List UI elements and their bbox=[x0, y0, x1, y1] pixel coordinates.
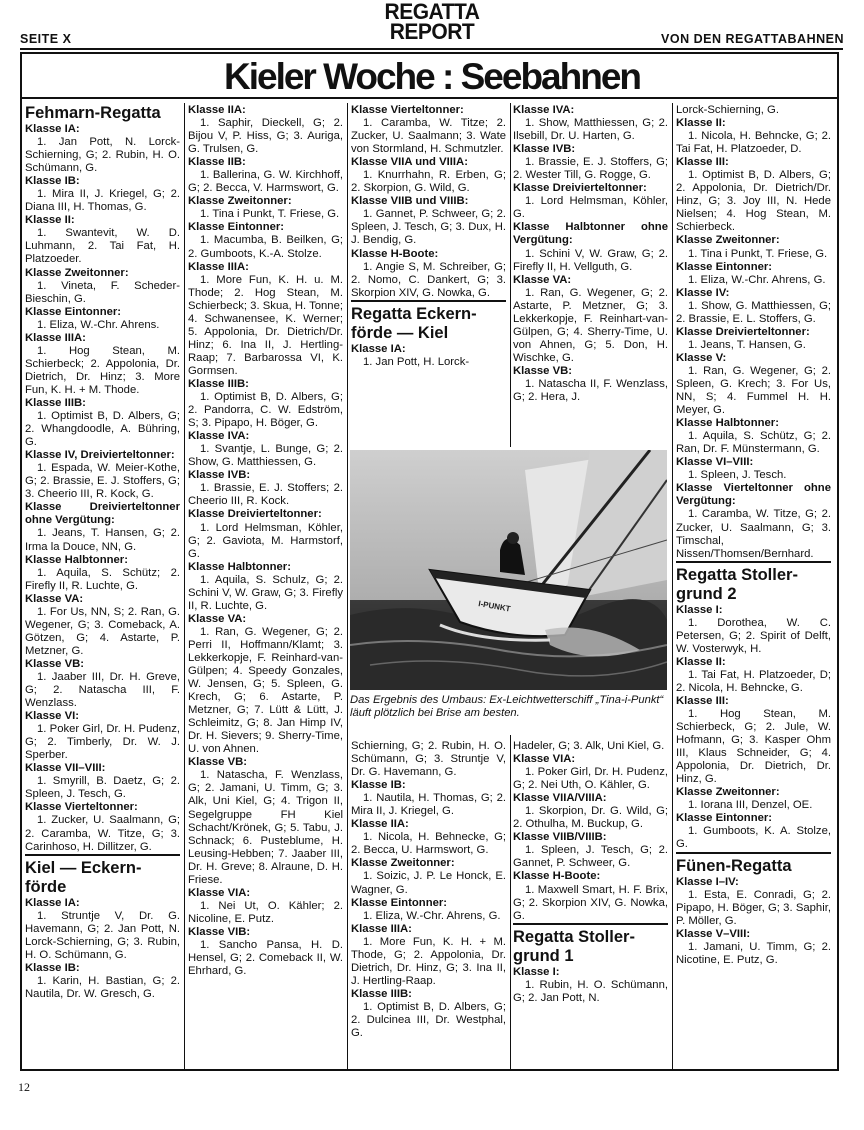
class-heading: Klasse IIA: bbox=[351, 818, 409, 831]
result-entry: 1. Nicola, H. Behnecke, G; 2. Becca, U. Harmswort, G. bbox=[351, 831, 506, 857]
regatta-report-logo bbox=[378, 0, 486, 45]
result-entry: 1. Nicola, H. Behncke, G; 2. Tai Fat, H. Platzoeder, D. bbox=[676, 130, 831, 156]
result-entry: 1. Struntje V, Dr. G. Havemann, G; 2. Jan Pott, N. Lorck-Schierning, G; 3. Rubin, H. O. Schümann, G. bbox=[25, 909, 180, 961]
section-heading: Regatta Stoller-grund 2 bbox=[676, 561, 831, 604]
result-continuation: Schierning, G; 2. Rubin, H. O. Schümann, G; 3. Struntje V, Dr. G. Havemann, G. bbox=[351, 740, 506, 779]
result-entry: 1. Show, Matthiessen, G; 2. Ilsebill, Dr. U. Harten, G. bbox=[513, 117, 668, 143]
class-heading: Klasse VIIA und VIIIA: bbox=[351, 156, 468, 169]
result-entry: 1. Eliza, W.-Chr. Ahrens, G. bbox=[363, 909, 501, 922]
column-divider bbox=[510, 103, 511, 447]
section-heading: Fehmarn-Regatta bbox=[25, 104, 161, 122]
result-entry: 1. Jan Pott, H. Lorck- bbox=[363, 355, 470, 368]
result-entry: 1. Gannet, P. Schweer, G; 2. Spleen, J. Tesch, G; 3. Dux, H. J. Bendig, G. bbox=[351, 208, 506, 247]
class-heading: Klasse Zweitonner: bbox=[676, 786, 780, 799]
class-heading: Klasse Zweitonner: bbox=[188, 195, 292, 208]
logo-line-1: REGATTA bbox=[384, 0, 480, 25]
text-column-4b bbox=[513, 740, 668, 1005]
section-heading: Kiel — Eckern-förde bbox=[25, 854, 180, 897]
result-entry: 1. Karin, H. Bastian, G; 2. Nautila, Dr. W. Gresch, G. bbox=[25, 974, 180, 1000]
result-entry: 1. Mira II, J. Kriegel, G; 2. Diana III, H. Thomas, G. bbox=[25, 188, 180, 214]
result-entry: 1. Maxwell Smart, H. F. Brix, G; 2. Skorpion XIV, G. Nowka, G. bbox=[513, 883, 668, 922]
class-heading: Klasse II: bbox=[676, 117, 726, 130]
result-entry: 1. Macumba, B. Beilken, G; 2. Gumboots, K.-A. Stolze. bbox=[188, 234, 343, 260]
class-heading: Klasse VIIB/VIIIB: bbox=[513, 831, 607, 844]
text-column-5 bbox=[676, 104, 831, 967]
class-heading: Klasse IIIB: bbox=[25, 396, 86, 409]
class-heading: Klasse Vierteltonner: bbox=[25, 801, 138, 814]
result-entry: 1. Esta, E. Conradi, G; 2. Pipapo, H. Böger, G; 3. Saphir, P. Möller, G. bbox=[676, 888, 831, 927]
result-entry: 1. Jan Pott, N. Lorck-Schierning, G; 2. Rubin, H. O. Schümann, G. bbox=[25, 136, 180, 175]
class-heading: Klasse Dreivierteltonner: bbox=[513, 182, 647, 195]
result-entry: 1. For Us, NN, S; 2. Ran, G. Wegener, G; 3. Comeback, A. Götzen, G; 4. Astarte, P. Metzner, G. bbox=[25, 605, 180, 657]
result-entry: 1. Eliza, W.-Chr. Ahrens, G. bbox=[688, 273, 826, 286]
result-entry: 1. Dorothea, W. C. Petersen, G; 2. Spirit of Delft, W. Vosterwyk, H. bbox=[676, 616, 831, 655]
result-entry: 1. Ballerina, G. W. Kirchhoff, G; 2. Becca, V. Harmswort, G. bbox=[188, 169, 343, 195]
class-heading: Klasse Zweitonner: bbox=[676, 234, 780, 247]
result-entry: 1. Skorpion, Dr. G. Wild, G; 2. Othulha, M. Buckup, G. bbox=[513, 805, 668, 831]
class-heading: Klasse Dreivierteltonner ohne Vergütung: bbox=[25, 501, 180, 527]
class-heading: Klasse H-Boote: bbox=[351, 247, 439, 260]
class-heading: Klasse IB: bbox=[25, 961, 80, 974]
class-heading: Klasse II: bbox=[25, 214, 75, 227]
sailing-yacht-photo bbox=[350, 450, 667, 690]
class-heading: Klasse V–VIII: bbox=[676, 927, 751, 940]
column-divider bbox=[510, 735, 511, 1069]
class-heading: Klasse Dreivierteltonner: bbox=[188, 508, 322, 521]
result-continuation: Lorck-Schierning, G. bbox=[676, 104, 779, 116]
class-heading: Klasse Halbtonner ohne Vergütung: bbox=[513, 221, 668, 247]
section-heading: Regatta Eckern-förde — Kiel bbox=[351, 300, 506, 343]
result-entry: 1. Poker Girl, Dr. H. Pudenz, G; 2. Timberly, Dr. W. J. Sperber. bbox=[25, 723, 180, 762]
class-heading: Klasse Vierteltonner: bbox=[351, 104, 464, 116]
result-entry: 1. Caramba, W. Titze, G; 2. Zucker, U. Saalmann, G; 3. Timschal, Nissen/Thomsen/Bernhard. bbox=[676, 508, 831, 560]
result-entry: 1. Brassie, E. J. Stoffers; 2. Cheerio III, R. Kock. bbox=[188, 482, 343, 508]
class-heading: Klasse IVB: bbox=[188, 469, 251, 482]
result-entry: 1. Hog Stean, M. Schierbeck, G; 2. Jule, W. Hofmann, G; 3. Kasper Ohm III, Klaus Schneider, G; 4. Appolonia, Dr. Dietrich, Dr. Hinz, G. bbox=[676, 708, 831, 786]
title-rule bbox=[22, 97, 837, 99]
result-entry: 1. Hog Stean, M. Schierbeck; 2. Appolonia, Dr. Dietrich, Dr. Hinz; 3. More Fun, K. H. + M. Thode. bbox=[25, 344, 180, 396]
result-entry: 1. Natascha, F. Wenzlass, G; 2. Jamani, U. Timm, G; 3. Alk, Uni Kiel, G; 4. Trigon II, Segelgruppe FH Kiel Schacht/Krönek, G; 5. Tabu, J. Schnack; 6. Pusteblume, H. Leusing-Hebben; 7. Jaaber III, Dr. H. Greve; 8. Alraune, D. H. Friese. bbox=[188, 769, 343, 886]
result-entry: 1. Optimist B, D. Albers, G; 2. Dulcinea III, Dr. Westphal, G. bbox=[351, 1000, 506, 1040]
class-heading: Klasse II: bbox=[676, 655, 726, 668]
result-entry: 1. Eliza, W.-Chr. Ahrens. bbox=[37, 318, 160, 331]
result-entry: 1. Ran, G. Wegener, G; 2. Perri II, Hoffmann/Klamt; 3. Lekkerkopje, F. Reinhard-van-Gülpen; 4. Speedy Gonzales, W. Jensen, G; 5. Spleen, G. Krech, G; 6. Astarte, P. Metzner, G; 7. Lütt & Lütt, J. Schleimitz, G; 8. Jan Himp IV, Dr. H. Sievers; 9. Sherry-Time, U. von Ahnen. bbox=[188, 625, 343, 756]
result-entry: 1. Knurrhahn, R. Erben, G; 2. Skorpion, G. Wild, G. bbox=[351, 169, 506, 195]
result-entry: 1. Tai Fat, H. Platzoeder, D; 2. Nicola, H. Behncke, G. bbox=[676, 668, 831, 694]
class-heading: Klasse I: bbox=[676, 603, 723, 616]
class-heading: Klasse III: bbox=[676, 156, 729, 169]
class-heading: Klasse Halbtonner: bbox=[188, 560, 291, 573]
result-entry: 1. More Fun, K. H. u. M. Thode; 2. Hog Stean, M. Schierbeck; 3. Skua, H. Tonne; 4. Schwanensee, K. Werner; 5. Appolonia, Dr. Dietrich/Dr. Hinz; 6. Ina II, J. Hertling-Raap; 7. Barbarossa VI, K. Gormsen. bbox=[188, 273, 343, 377]
result-entry: 1. Aquila, S. Schulz, G; 2. Schini V, W. Graw, G; 3. Firefly II, R. Luchte, G. bbox=[188, 573, 343, 612]
class-heading: Klasse Eintonner: bbox=[676, 812, 773, 825]
result-entry: 1. Aquila, S. Schütz, G; 2. Ran, Dr. F. Münstermann, G. bbox=[676, 430, 831, 456]
class-heading: Klasse VA: bbox=[188, 612, 247, 625]
class-heading: Klasse IIB: bbox=[188, 156, 246, 169]
result-entry: 1. Optimist B, D. Albers, G; 2. Whangdoodle, A. Bühring, G. bbox=[25, 410, 180, 449]
class-heading: Klasse Eintonner: bbox=[25, 305, 122, 318]
result-entry: 1. Svantje, L. Bunge, G; 2. Show, G. Matthiessen, G. bbox=[188, 443, 343, 469]
class-heading: Klasse I–IV: bbox=[676, 875, 739, 888]
page-title: Kieler Woche : Seebahnen bbox=[224, 56, 640, 97]
result-entry: 1. Espada, W. Meier-Kothe, G; 2. Brassie, E. J. Stoffers, G; 3. Cheerio III, R. Kock, G. bbox=[25, 462, 180, 501]
class-heading: Klasse VA: bbox=[513, 273, 572, 286]
class-heading: Klasse I: bbox=[513, 965, 560, 978]
result-entry: 1. Angie S, M. Schreiber, G; 2. Nomo, C. Dankert, G; 3. Skorpion XIV, G. Nowka, G. bbox=[351, 260, 506, 299]
result-entry: 1. Iorana III, Denzel, OE. bbox=[688, 799, 813, 812]
text-column-2 bbox=[188, 104, 343, 978]
page-label: SEITE X bbox=[20, 32, 72, 46]
column-divider bbox=[672, 103, 673, 1069]
class-heading: Klasse VIIA/VIIIA: bbox=[513, 792, 607, 805]
class-heading: Klasse VB: bbox=[188, 756, 248, 769]
result-entry: 1. Spleen, J. Tesch, G; 2. Gannet, P. Schweer, G. bbox=[513, 844, 668, 870]
result-entry: 1. Jeans, T. Hansen, G. bbox=[688, 338, 806, 351]
class-heading: Klasse Halbtonner: bbox=[25, 553, 128, 566]
class-heading: Klasse VB: bbox=[25, 657, 85, 670]
result-entry: 1. Jeans, T. Hansen, G; 2. Irma la Douce, NN, G. bbox=[25, 527, 180, 553]
result-entry: 1. Natascha II, F. Wenzlass, G; 2. Hera, J. bbox=[513, 377, 668, 404]
class-heading: Klasse IIIB: bbox=[188, 377, 249, 390]
page-number: 12 bbox=[18, 1080, 30, 1094]
class-heading: Klasse VIA: bbox=[188, 886, 251, 899]
result-entry: 1. Spleen, J. Tesch. bbox=[688, 469, 787, 482]
page-header bbox=[0, 0, 864, 52]
class-heading: Klasse VA: bbox=[25, 592, 84, 605]
result-entry: 1. Lord Helmsman, Köhler, G. bbox=[513, 195, 668, 221]
photo-caption: Das Ergebnis des Umbaus: Ex-Leichtwetterschiff „Tina-i-Punkt“ läuft plötzlich bei Brise am besten. bbox=[350, 694, 664, 719]
class-heading: Klasse Eintonner: bbox=[351, 896, 448, 909]
result-entry: 1. Vineta, F. Scheder-Bieschin, G. bbox=[25, 279, 180, 305]
class-heading: Klasse IIIB: bbox=[351, 987, 412, 1000]
logo-line-2: REPORT bbox=[389, 19, 475, 45]
result-entry: 1. Aquila, S. Schütz; 2. Firefly II, R. Luchte, G. bbox=[25, 566, 180, 592]
class-heading: Klasse IB: bbox=[25, 175, 80, 188]
class-heading: Klasse V: bbox=[676, 351, 727, 364]
class-heading: Klasse Vierteltonner ohne Vergütung: bbox=[676, 482, 831, 508]
result-entry: 1. Swantevit, W. D. Luhmann, 2. Tai Fat, H. Platzoeder. bbox=[25, 227, 180, 266]
result-entry: 1. Gumboots, K. A. Stolze, G. bbox=[676, 825, 831, 851]
class-heading: Klasse VIB: bbox=[188, 925, 251, 938]
result-entry: 1. Optimist B, D. Albers, G; 2. Appolonia, Dr. Dietrich/Dr. Hinz, G; 3. Joy III, N. Hede Nielsen; 4. Hog Stean, M. Schierbeck. bbox=[676, 169, 831, 234]
result-entry: 1. Jaaber III, Dr. H. Greve, G; 2. Natascha III, F. Wenzlass. bbox=[25, 670, 180, 710]
class-heading: Klasse IB: bbox=[351, 779, 406, 792]
result-entry: 1. Nautila, H. Thomas, G; 2. Mira II, J. Kriegel, G. bbox=[351, 792, 506, 818]
class-heading: Klasse IIIA: bbox=[188, 260, 249, 273]
class-heading: Klasse Eintonner: bbox=[676, 260, 773, 273]
class-heading: Klasse VI–VIII: bbox=[676, 456, 754, 469]
result-entry: 1. Sancho Pansa, H. D. Hensel, G; 2. Comeback II, W. Ehrhard, G. bbox=[188, 939, 343, 978]
text-column-3b bbox=[351, 740, 506, 1040]
text-column-1 bbox=[25, 104, 180, 1001]
class-heading: Klasse VB: bbox=[513, 364, 573, 377]
result-entry: 1. Zucker, U. Saalmann, G; 2. Caramba, W. Titze, G; 3. Carinhoso, H. Dillitzer, G. bbox=[25, 814, 180, 853]
class-heading: Klasse III: bbox=[676, 694, 729, 707]
class-heading: Klasse Eintonner: bbox=[188, 221, 285, 234]
header-rule bbox=[20, 48, 843, 50]
result-entry: 1. Lord Helmsman, Köhler, G; 2. Gaviota, M. Harmstorf, G. bbox=[188, 521, 343, 560]
class-heading: Klasse IVA: bbox=[513, 104, 575, 116]
text-column-4 bbox=[513, 104, 668, 404]
class-heading: Klasse VIA: bbox=[513, 753, 576, 766]
class-heading: Klasse Halbtonner: bbox=[676, 417, 779, 430]
running-head: VON DEN REGATTABAHNEN bbox=[661, 32, 844, 46]
class-heading: Klasse IA: bbox=[25, 123, 80, 135]
class-heading: Klasse Zweitonner: bbox=[351, 857, 455, 870]
result-entry: 1. Brassie, E. J. Stoffers, G; 2. Wester Till, G. Rogge, G. bbox=[513, 156, 668, 182]
section-heading: Fünen-Regatta bbox=[676, 852, 831, 876]
result-entry: 1. Show, G. Matthiessen, G; 2. Brassie, E. L. Stoffers, G. bbox=[676, 299, 831, 325]
result-entry: 1. Ran, G. Wegener, G; 2. Spleen, G. Krech; 3. For Us, NN, S; 4. Fummel H. H. Meyer, G. bbox=[676, 364, 831, 417]
result-entry: 1. More Fun, K. H. + M. Thode, G; 2. Appolonia, Dr. Dietrich, Dr. Hinz, G; 3. Ina II, J. Hertling-Raap. bbox=[351, 935, 506, 987]
column-divider bbox=[347, 103, 348, 1069]
class-heading: Klasse IIA: bbox=[188, 104, 246, 116]
text-column-3 bbox=[351, 104, 506, 369]
class-heading: Klasse IV: bbox=[676, 286, 730, 299]
class-heading: Klasse IIIA: bbox=[25, 331, 86, 344]
result-entry: 1. Tina i Punkt, T. Friese, G. bbox=[688, 247, 828, 260]
result-entry: 1. Jamani, U. Timm, G; 2. Nicotine, E. Putz, G. bbox=[676, 940, 831, 966]
section-heading: Regatta Stoller-grund 1 bbox=[513, 923, 668, 966]
class-heading: Klasse IV, Dreivierteltonner: bbox=[25, 449, 175, 462]
result-entry: 1. Caramba, W. Titze; 2. Zucker, U. Saalmann; 3. Wate von Stormland, H. Schmutzler. bbox=[351, 117, 506, 156]
result-entry: 1. Soizic, J. P. Le Honck, E. Wagner, G. bbox=[351, 870, 506, 896]
result-entry: 1. Ran, G. Wegener, G; 2. Astarte, P. Metzner, G; 3. Lekkerkopje, F. Reinhart-van-Gülpen, G; 4. Sherry-Time, U. von Ahnen, G; 5. Don, H. Wischke, G. bbox=[513, 286, 668, 364]
result-entry: 1. Rubin, H. O. Schümann, G; 2. Jan Pott, N. bbox=[513, 978, 668, 1004]
result-entry: 1. Optimist B, D. Albers, G; 2. Pandorra, C. W. Edström, S; 3. Pipapo, H. Böger, G. bbox=[188, 391, 343, 430]
class-heading: Klasse Zweitonner: bbox=[25, 266, 129, 279]
class-heading: Klasse IA: bbox=[351, 342, 406, 355]
result-entry: 1. Tina i Punkt, T. Friese, G. bbox=[200, 208, 340, 221]
class-heading: Klasse IVA: bbox=[188, 430, 250, 443]
hull-lettering: I-PUNKT bbox=[477, 599, 512, 614]
class-heading: Klasse VI: bbox=[25, 710, 80, 723]
result-entry: 1. Poker Girl, Dr. H. Pudenz, G; 2. Nei Uth, O. Kähler, G. bbox=[513, 766, 668, 792]
column-divider bbox=[184, 103, 185, 1069]
class-heading: Klasse H-Boote: bbox=[513, 870, 601, 883]
class-heading: Klasse VII–VIII: bbox=[25, 762, 106, 775]
result-entry: 1. Saphir, Dieckell, G; 2. Bijou V, P. Hiss, G; 3. Auriga, G. Trulsen, G. bbox=[188, 117, 343, 156]
class-heading: Klasse Dreivierteltonner: bbox=[676, 325, 810, 338]
result-continuation: Hadeler, G; 3. Alk, Uni Kiel, G. bbox=[513, 740, 665, 752]
class-heading: Klasse IIIA: bbox=[351, 922, 412, 935]
yacht-heeling-image bbox=[350, 450, 667, 690]
class-heading: Klasse IA: bbox=[25, 896, 80, 909]
result-entry: 1. Nei Ut, O. Kähler; 2. Nicoline, E. Putz. bbox=[188, 899, 343, 925]
result-entry: 1. Smyrill, B. Daetz, G; 2. Spleen, J. Tesch, G. bbox=[25, 775, 180, 801]
result-entry: 1. Schini V, W. Graw, G; 2. Firefly II, H. Vellguth, G. bbox=[513, 247, 668, 273]
class-heading: Klasse IVB: bbox=[513, 143, 576, 156]
class-heading: Klasse VIIB und VIIIB: bbox=[351, 195, 469, 208]
